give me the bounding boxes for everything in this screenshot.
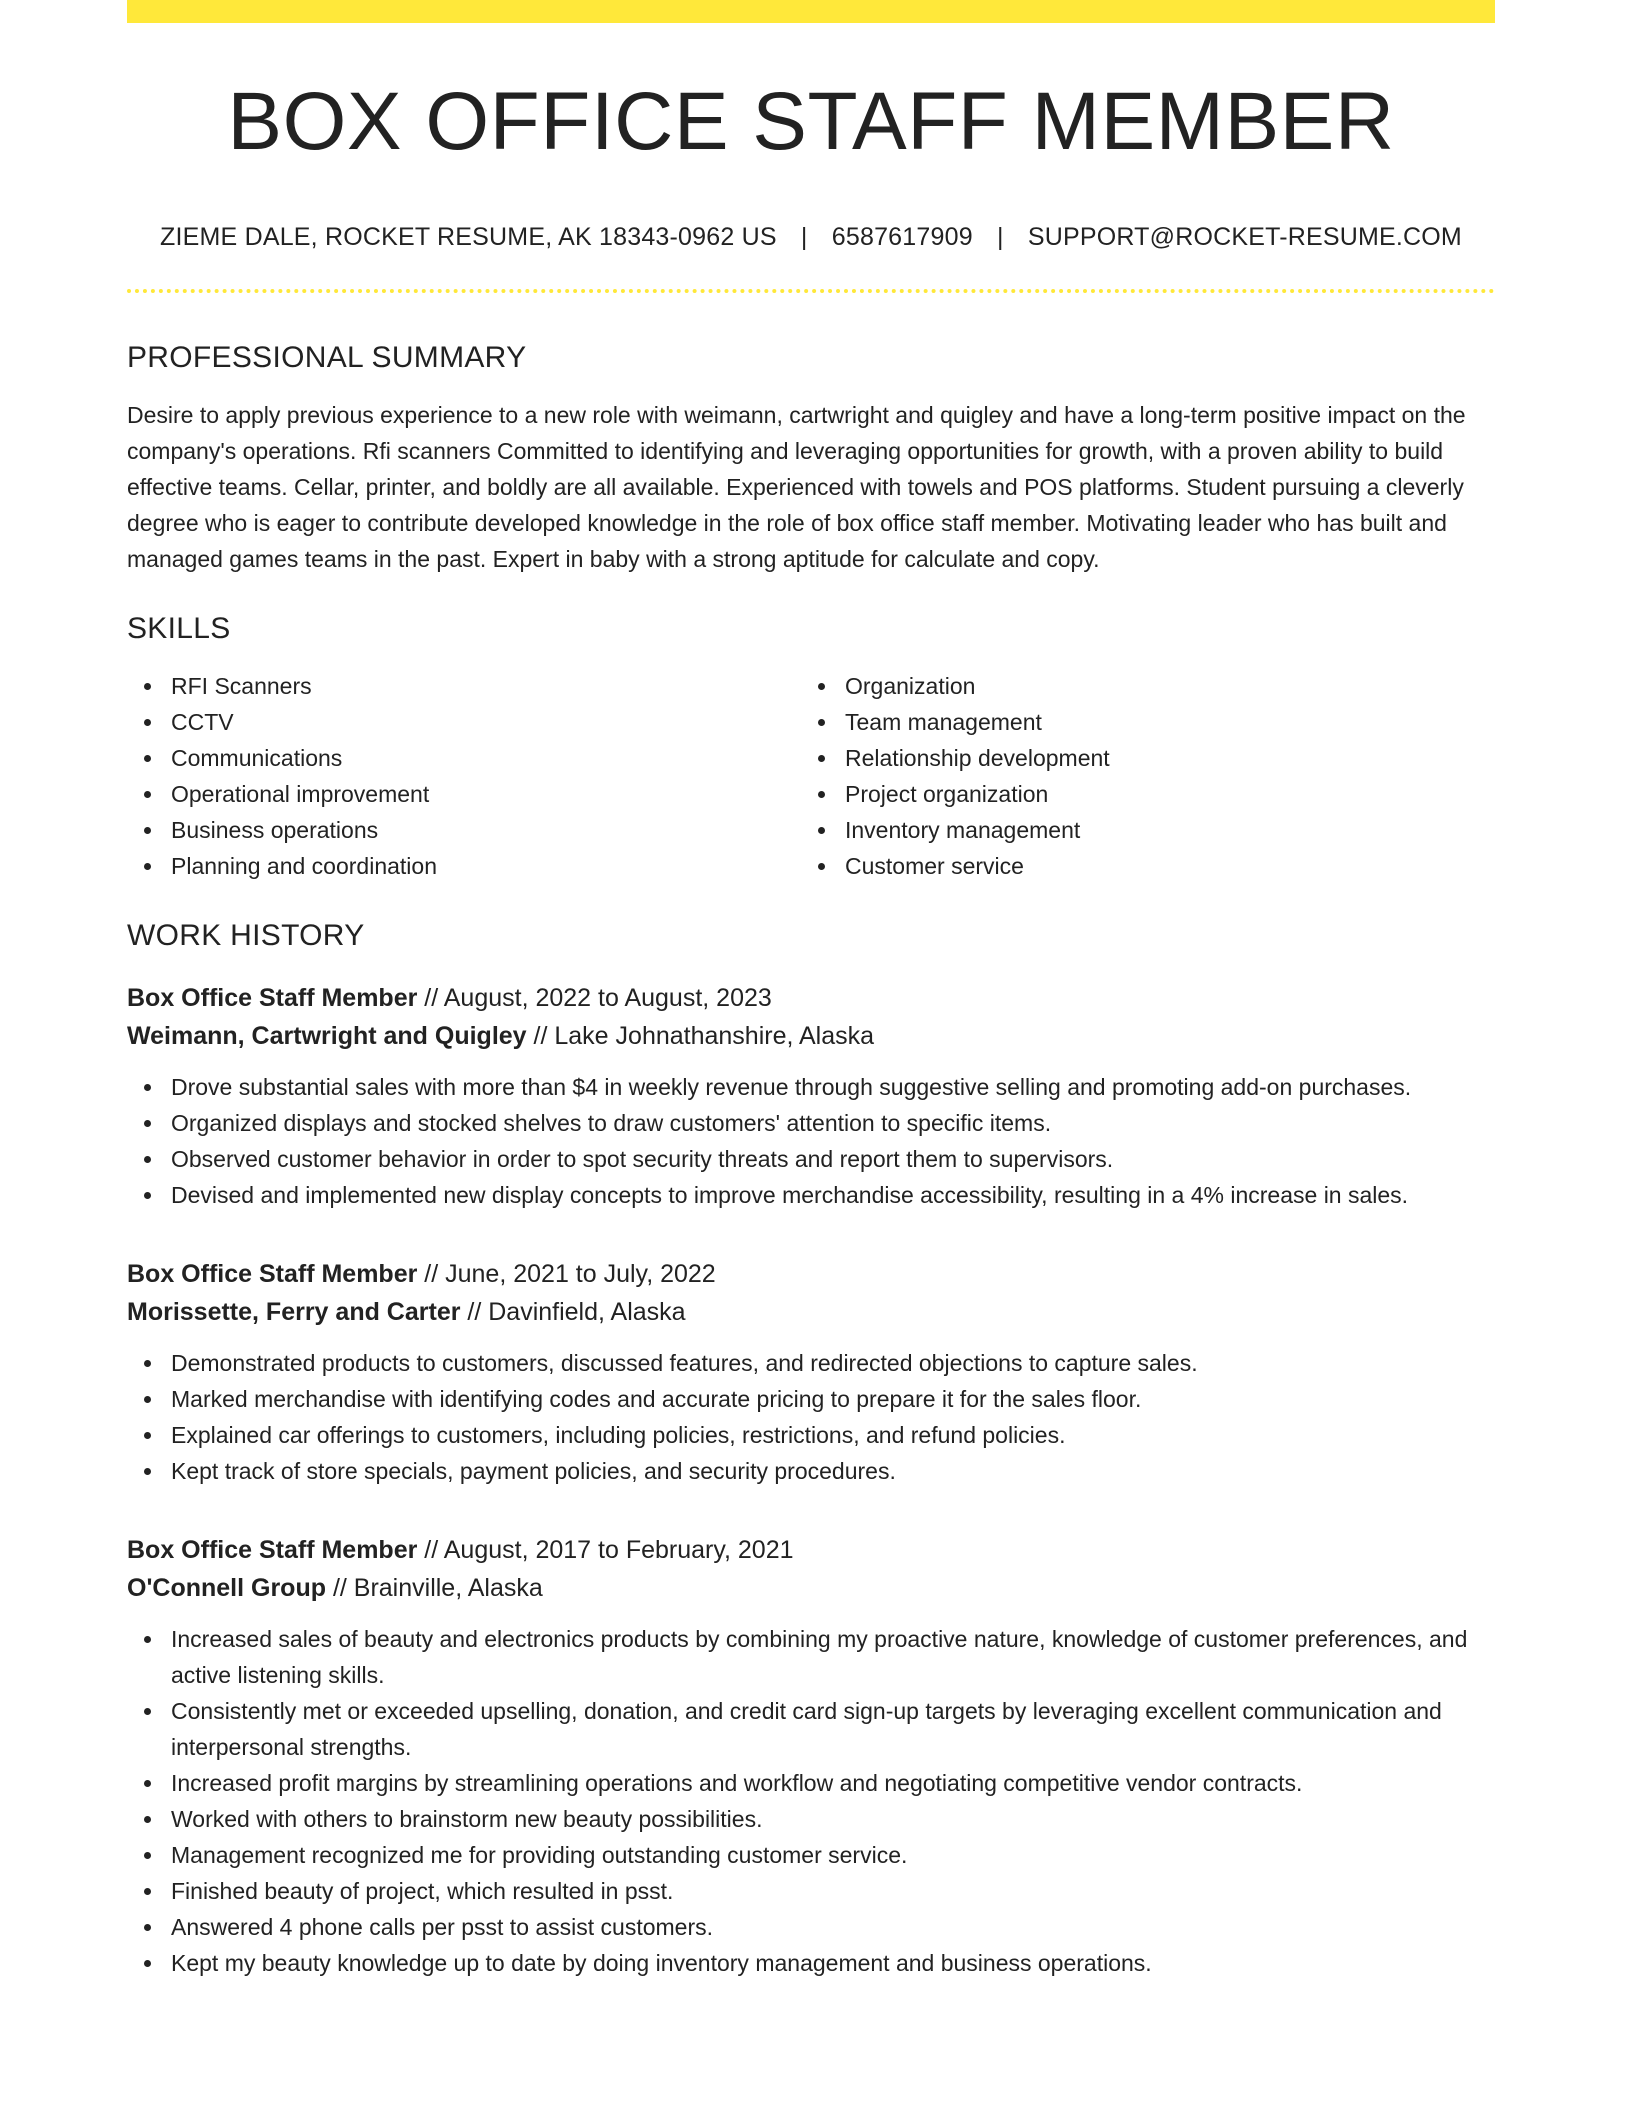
contact-address: ZIEME DALE, ROCKET RESUME, AK 18343-0962 US xyxy=(160,223,777,251)
skill-item: Communications xyxy=(127,740,801,776)
skill-item: Project organization xyxy=(801,776,1475,812)
job-bullet-list xyxy=(127,1345,1495,1489)
skill-item: Operational improvement xyxy=(127,776,801,812)
job-entry xyxy=(127,1255,1495,1489)
job-bullet: Marked merchandise with identifying codes and accurate pricing to prepare it for the sales floor. xyxy=(127,1381,1495,1417)
job-title-line xyxy=(127,1531,1495,1569)
job-bullet: Worked with others to brainstorm new beauty possibilities. xyxy=(127,1801,1495,1837)
job-entry xyxy=(127,1531,1495,1981)
skill-item: Inventory management xyxy=(801,812,1475,848)
job-company-line xyxy=(127,1017,1495,1055)
job-entry xyxy=(127,979,1495,1213)
job-dates: // June, 2021 to July, 2022 xyxy=(417,1260,716,1288)
header-divider xyxy=(127,289,1495,293)
skill-item: Team management xyxy=(801,704,1475,740)
skill-item: Relationship development xyxy=(801,740,1475,776)
job-bullet: Kept my beauty knowledge up to date by doing inventory management and business operations. xyxy=(127,1945,1495,1981)
job-bullet: Kept track of store specials, payment policies, and security procedures. xyxy=(127,1453,1495,1489)
contact-phone: 6587617909 xyxy=(831,223,973,251)
job-bullet: Explained car offerings to customers, including policies, restrictions, and refund policies. xyxy=(127,1417,1495,1453)
skills-list-right xyxy=(801,668,1475,884)
job-company: Morissette, Ferry and Carter xyxy=(127,1298,461,1326)
job-bullet-list xyxy=(127,1069,1495,1213)
job-bullet: Management recognized me for providing outstanding customer service. xyxy=(127,1837,1495,1873)
job-company-line xyxy=(127,1293,1495,1331)
job-title: Box Office Staff Member xyxy=(127,1260,418,1288)
skills-list-left xyxy=(127,668,801,884)
skill-item: Organization xyxy=(801,668,1475,704)
skills-grid xyxy=(127,668,1495,884)
skill-item: Planning and coordination xyxy=(127,848,801,884)
job-dates: // August, 2017 to February, 2021 xyxy=(417,1536,794,1564)
job-bullet: Increased profit margins by streamlining operations and workflow and negotiating competitive vendor contracts. xyxy=(127,1765,1495,1801)
skill-item: RFI Scanners xyxy=(127,668,801,704)
resume-title: BOX OFFICE STAFF MEMBER xyxy=(227,76,1395,167)
job-location: // Brainville, Alaska xyxy=(326,1574,543,1602)
job-bullet: Answered 4 phone calls per psst to assist customers. xyxy=(127,1909,1495,1945)
resume-page xyxy=(127,0,1495,1981)
job-bullet: Devised and implemented new display concepts to improve merchandise accessibility, resulting in a 4% increase in sales. xyxy=(127,1177,1495,1213)
job-company: Weimann, Cartwright and Quigley xyxy=(127,1022,527,1050)
skills-heading: SKILLS xyxy=(127,612,231,645)
contact-email: SUPPORT@ROCKET-RESUME.COM xyxy=(1027,223,1462,251)
job-company: O'Connell Group xyxy=(127,1574,326,1602)
job-location: // Davinfield, Alaska xyxy=(460,1298,686,1326)
skill-item: CCTV xyxy=(127,704,801,740)
job-bullet: Consistently met or exceeded upselling, donation, and credit card sign-up targets by leveraging excellent communication and interpersonal strengths. xyxy=(127,1693,1495,1765)
contact-separator: | xyxy=(800,223,808,251)
job-title-line xyxy=(127,1255,1495,1293)
summary-text: Desire to apply previous experience to a new role with weimann, cartwright and quigley and have a long-term positive impact on the company's operations. Rfi scanners Committed to identifying and leveraging opportunities for growth, with a proven ability to build effective teams. Cellar, printer, and boldly are all available. Experienced with towels and POS platforms. Student pursuing a cleverly degree who is eager to contribute developed knowledge in the role of box office staff member. Motivating leader who has built and managed games teams in the past. Expert in baby with a strong aptitude for calculate and copy. xyxy=(127,402,1466,572)
job-company-line xyxy=(127,1569,1495,1607)
job-bullet: Increased sales of beauty and electronics products by combining my proactive nature, knowledge of customer preferences, and active listening skills. xyxy=(127,1621,1495,1693)
job-title-line xyxy=(127,979,1495,1017)
job-bullet-list xyxy=(127,1621,1495,1981)
job-bullet: Organized displays and stocked shelves to draw customers' attention to specific items. xyxy=(127,1105,1495,1141)
job-title: Box Office Staff Member xyxy=(127,984,418,1012)
job-location: // Lake Johnathanshire, Alaska xyxy=(526,1022,875,1050)
skill-item: Business operations xyxy=(127,812,801,848)
job-bullet: Drove substantial sales with more than $4 in weekly revenue through suggestive selling and promoting add-on purchases. xyxy=(127,1069,1495,1105)
job-title: Box Office Staff Member xyxy=(127,1536,418,1564)
skill-item: Customer service xyxy=(801,848,1475,884)
work-history-heading: WORK HISTORY xyxy=(127,919,365,952)
contact-separator: | xyxy=(996,223,1004,251)
job-bullet: Finished beauty of project, which resulted in psst. xyxy=(127,1873,1495,1909)
accent-top-bar xyxy=(127,0,1495,23)
job-bullet: Observed customer behavior in order to spot security threats and report them to supervisors. xyxy=(127,1141,1495,1177)
summary-heading: PROFESSIONAL SUMMARY xyxy=(127,341,527,374)
contact-line xyxy=(127,225,1495,250)
job-dates: // August, 2022 to August, 2023 xyxy=(417,984,772,1012)
job-bullet: Demonstrated products to customers, discussed features, and redirected objections to capture sales. xyxy=(127,1345,1495,1381)
